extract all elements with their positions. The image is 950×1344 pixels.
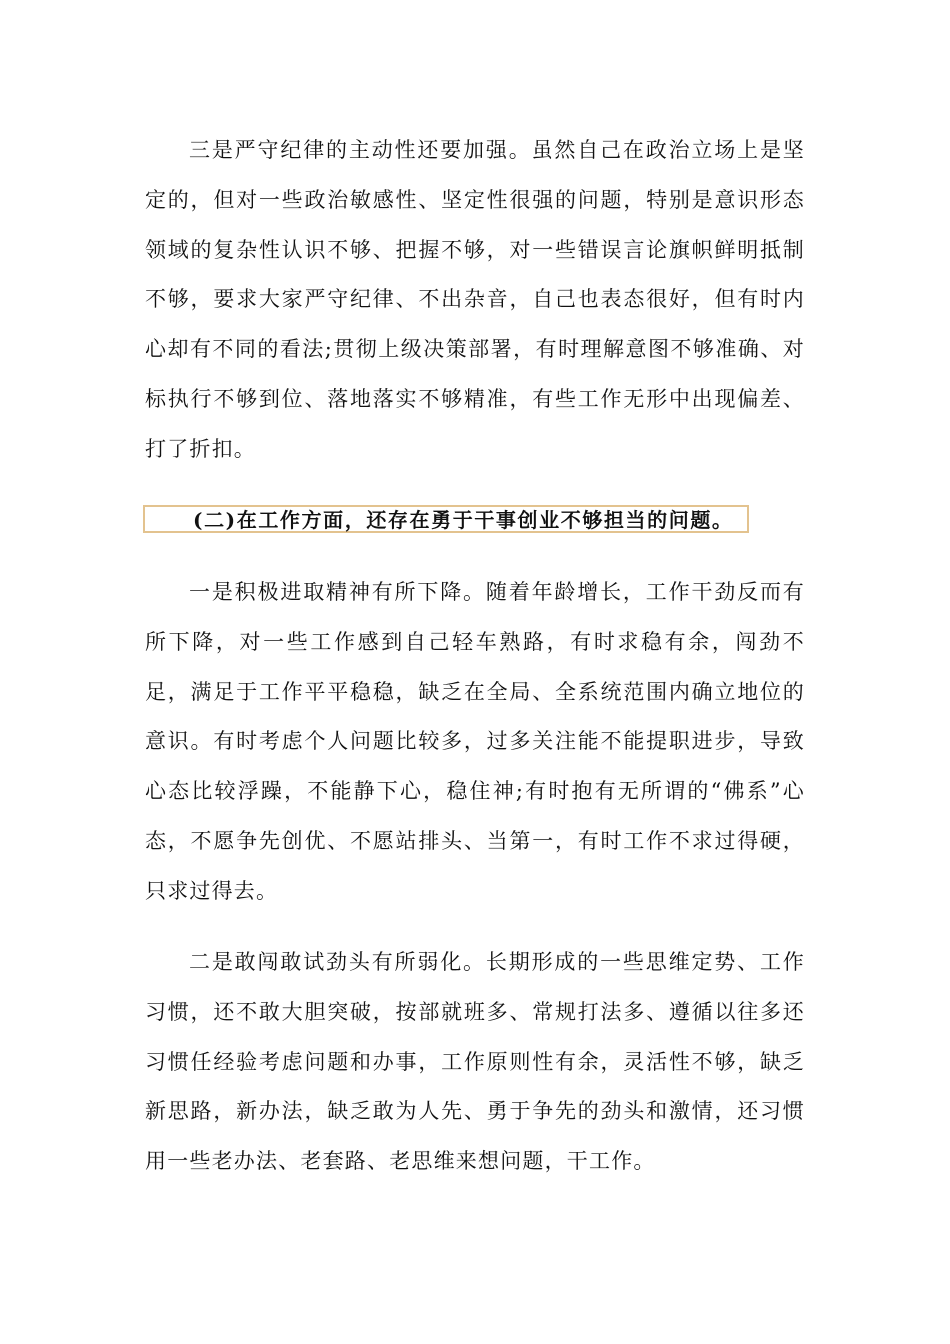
- paragraph-discipline: 三是严守纪律的主动性还要加强。虽然自己在政治立场上是坚定的，但对一些政治敏感性、坚定性很强的问题，特别是意识形态领域的复杂性认识不够、把握不够，对一些错误言论旗帜鲜明抵制不够，要求大家严守纪律、不出杂音，自己也表态很好，但有时内心却有不同的看法;贯彻上级决策部署，有时理解意图不够准确、对标执行不够到位、落地落实不够精准，有些工作无形中出现偏差、打了折扣。: [145, 138, 805, 461]
- section-heading: (二)在工作方面，还存在勇于干事创业不够担当的问题。: [193, 508, 734, 532]
- section-heading-box: [143, 505, 749, 533]
- paragraph-enterprise: 一是积极进取精神有所下降。随着年龄增长，工作干劲反而有所下降，对一些工作感到自己轻车熟路，有时求稳有余，闯劲不足，满足于工作平平稳稳，缺乏在全局、全系统范围内确立地位的意识。有时考虑个人问题比较多，过多关注能不能提职进步，导致心态比较浮躁，不能静下心，稳住神;有时抱有无所谓的“佛系”心态，不愿争先创优、不愿站排头、当第一，有时工作不求过得硬，只求过得去。: [145, 580, 805, 903]
- paragraph-courage: 二是敢闯敢试劲头有所弱化。长期形成的一些思维定势、工作习惯，还不敢大胆突破，按部就班多、常规打法多、遵循以往多还习惯任经验考虑问题和办事，工作原则性有余，灵活性不够，缺乏新思路，新办法，缺乏敢为人先、勇于争先的劲头和激情，还习惯用一些老办法、老套路、老思维来想问题，干工作。: [145, 950, 805, 1174]
